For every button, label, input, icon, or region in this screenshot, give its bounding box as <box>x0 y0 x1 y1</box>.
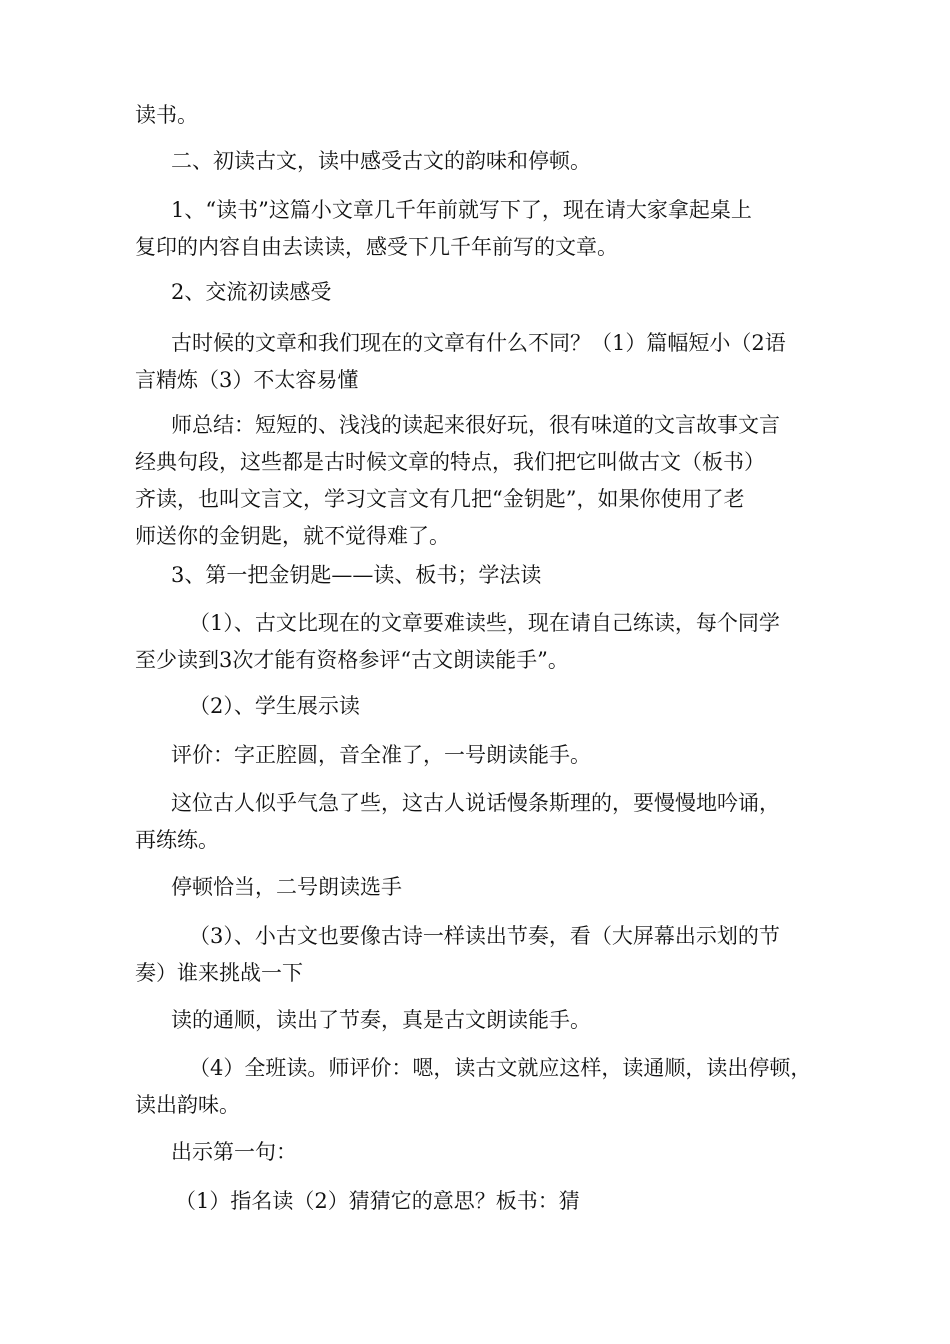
paragraph <box>135 918 835 992</box>
paragraph <box>135 1134 835 1171</box>
text-line: （1）指名读（2）猜猜它的意思？板书：猜 <box>175 1189 580 1213</box>
text-line: 出示第一句： <box>171 1140 297 1164</box>
text-line: 评价：字正腔圆，音全准了，一号朗读能手。 <box>171 743 591 767</box>
text-line: 这位古人似乎气急了些，这古人说话慢条斯理的，要慢慢地吟诵， <box>171 791 780 815</box>
text-line: 读出韵味。 <box>135 1093 240 1117</box>
text-line: 2、交流初读感受 <box>171 280 332 304</box>
paragraph <box>135 605 835 679</box>
paragraph <box>135 1002 835 1039</box>
text-line: 停顿恰当，二号朗读选手 <box>171 875 402 899</box>
paragraph <box>135 325 835 399</box>
text-line: 师送你的金钥匙，就不觉得难了。 <box>135 524 450 548</box>
text-line: 读书。 <box>135 103 198 127</box>
text-line: 1、“读书”这篇小文章几千年前就写下了，现在请大家拿起桌上 <box>171 198 752 222</box>
text-line: 经典句段，这些都是古时候文章的特点，我们把它叫做古文（板书） <box>135 450 765 474</box>
paragraph <box>135 407 835 555</box>
paragraph <box>135 143 835 180</box>
paragraph <box>135 737 835 774</box>
paragraph <box>135 557 835 594</box>
text-line: 二、初读古文，读中感受古文的韵味和停顿。 <box>171 149 591 173</box>
paragraph <box>135 785 835 859</box>
paragraph <box>135 274 835 311</box>
text-line: 师总结：短短的、浅浅的读起来很好玩，很有味道的文言故事文言 <box>171 413 780 437</box>
text-line: 再练练。 <box>135 828 219 852</box>
text-line: 3、第一把金钥匙——读、板书；学法读 <box>171 563 542 587</box>
text-line: 齐读，也叫文言文，学习文言文有几把“金钥匙”，如果你使用了老 <box>135 487 745 511</box>
paragraph <box>135 688 835 725</box>
paragraph <box>135 1183 835 1220</box>
text-line: （4）全班读。师评价：嗯，读古文就应这样，读通顺，读出停顿， <box>189 1056 812 1080</box>
text-line: （1）、古文比现在的文章要难读些，现在请自己练读，每个同学 <box>189 611 780 635</box>
text-line: （3）、小古文也要像古诗一样读出节奏，看（大屏幕出示划的节 <box>189 924 780 948</box>
paragraph <box>135 869 835 906</box>
text-line: 读的通顺，读出了节奏，真是古文朗读能手。 <box>171 1008 591 1032</box>
text-line: 言精炼（3）不太容易懂 <box>135 368 359 392</box>
paragraph <box>135 192 835 266</box>
paragraph <box>135 1050 835 1124</box>
text-line: 复印的内容自由去读读，感受下几千年前写的文章。 <box>135 235 618 259</box>
text-line: 奏）谁来挑战一下 <box>135 961 303 985</box>
paragraph <box>135 97 835 134</box>
text-line: 古时候的文章和我们现在的文章有什么不同？（1）篇幅短小（2语 <box>171 331 786 355</box>
text-line: 至少读到3次才能有资格参评“古文朗读能手”。 <box>135 648 569 672</box>
text-line: （2）、学生展示读 <box>189 694 360 718</box>
